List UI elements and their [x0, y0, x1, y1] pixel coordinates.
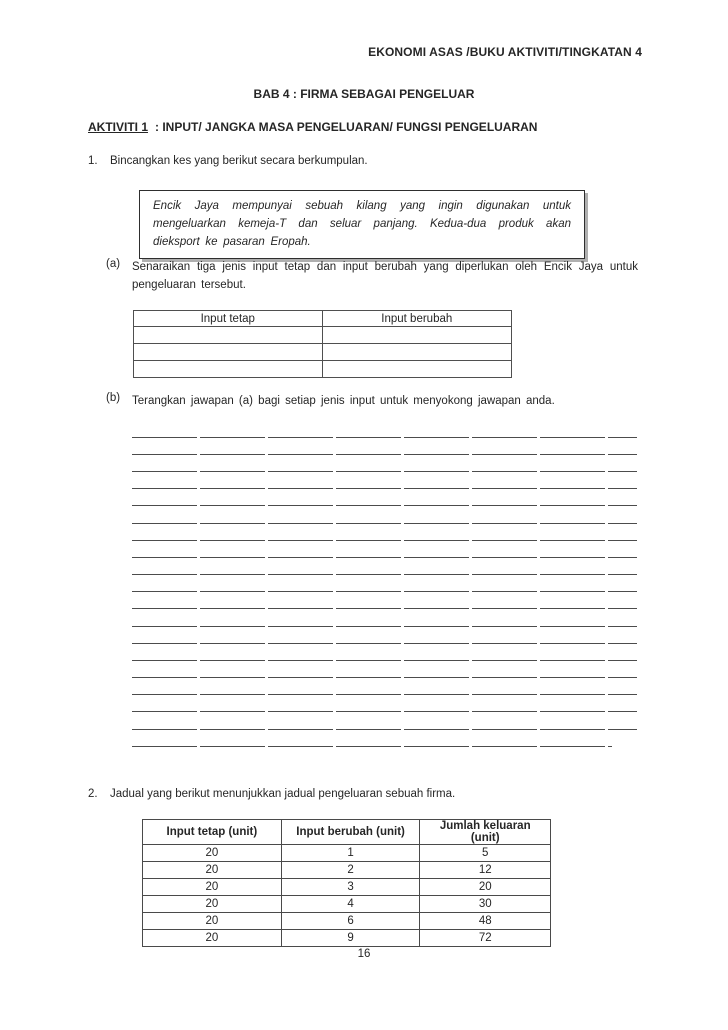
table-cell: 12 [420, 862, 551, 879]
table-cell: 20 [143, 879, 282, 896]
table-cell: 4 [281, 896, 420, 913]
question-1a [106, 258, 638, 294]
table-cell: 20 [420, 879, 551, 896]
question-1b [106, 392, 638, 410]
answer-line [132, 610, 637, 627]
table-cell: 2 [281, 862, 420, 879]
empty-answer-cell [322, 344, 511, 361]
answer-line [132, 524, 637, 541]
answer-line [132, 507, 637, 524]
table-cell: 30 [420, 896, 551, 913]
answer-line [132, 678, 637, 695]
table-cell: 9 [281, 930, 420, 947]
table-cell: 20 [143, 913, 282, 930]
activity-heading [88, 120, 537, 134]
table-row [143, 913, 551, 930]
table-row [134, 344, 512, 361]
empty-answer-cell [322, 361, 511, 378]
activity-title: : INPUT/ JANGKA MASA PENGELUARAN/ FUNGSI PENGELUARAN [155, 120, 538, 134]
table-row [143, 845, 551, 862]
empty-answer-cell [134, 327, 323, 344]
answer-lines-area [132, 421, 637, 747]
table-header-row [134, 311, 512, 327]
table-cell: 1 [281, 845, 420, 862]
question-1-number: 1. [88, 155, 98, 167]
column-header: Input berubah [322, 311, 511, 327]
table-cell: 20 [143, 862, 282, 879]
table-cell: 3 [281, 879, 420, 896]
page-number: 16 [357, 948, 371, 960]
question-1 [88, 155, 640, 167]
answer-line [132, 472, 637, 489]
answer-line [132, 558, 637, 575]
part-b-label: (b) [106, 392, 121, 404]
answer-line [132, 490, 637, 507]
question-2-number: 2. [88, 788, 98, 800]
table-row [143, 896, 551, 913]
table-cell: 20 [143, 845, 282, 862]
table-cell: 48 [420, 913, 551, 930]
question-1-prompt: Bincangkan kes yang berikut secara berkumpulan. [110, 155, 368, 167]
answer-line [132, 644, 637, 661]
table-cell: 20 [143, 896, 282, 913]
column-header: Input berubah (unit) [281, 820, 420, 845]
table-cell: 6 [281, 913, 420, 930]
table-header-row [143, 820, 551, 845]
chapter-title: BAB 4 : FIRMA SEBAGAI PENGELUAR [253, 87, 475, 101]
part-a-text: Senaraikan tiga jenis input tetap dan input berubah yang diperlukan oleh Encik Jaya untuk pengeluaran tersebut. [132, 261, 638, 291]
answer-line [132, 730, 612, 747]
answer-line [132, 541, 637, 558]
table-row [134, 361, 512, 378]
input-types-table [133, 310, 512, 378]
answer-line [132, 627, 637, 644]
answer-line [132, 713, 637, 730]
answer-line [132, 455, 637, 472]
empty-answer-cell [322, 327, 511, 344]
answer-line [132, 696, 637, 713]
part-a-label: (a) [106, 258, 121, 270]
activity-label: AKTIVITI 1 [88, 120, 149, 134]
document-header: EKONOMI ASAS /BUKU AKTIVITI/TINGKATAN 4 [368, 45, 642, 59]
answer-line [132, 661, 637, 678]
answer-line [132, 438, 637, 455]
question-2-prompt: Jadual yang berikut menunjukkan jadual pengeluaran sebuah firma. [110, 788, 456, 800]
column-header: Input tetap (unit) [143, 820, 282, 845]
table-row [143, 930, 551, 947]
part-b-text: Terangkan jawapan (a) bagi setiap jenis input untuk menyokong jawapan anda. [132, 395, 555, 407]
table-cell: 72 [420, 930, 551, 947]
table-cell: 5 [420, 845, 551, 862]
table-row [134, 327, 512, 344]
table-cell: 20 [143, 930, 282, 947]
answer-line [132, 575, 637, 592]
column-header: Jumlah keluaran (unit) [420, 820, 551, 845]
empty-answer-cell [134, 361, 323, 378]
table-row [143, 862, 551, 879]
question-2 [88, 788, 640, 800]
empty-answer-cell [134, 344, 323, 361]
answer-line [132, 593, 637, 610]
case-study-box: Encik Jaya mempunyai sebuah kilang yang ingin digunakan untuk mengeluarkan kemeja-T dan seluar panjang. Kedua-dua produk akan dieksport ke pasaran Eropah. [139, 190, 585, 259]
answer-line [132, 421, 637, 438]
column-header: Input tetap [134, 311, 323, 327]
production-schedule-table [142, 819, 551, 947]
table-row [143, 879, 551, 896]
